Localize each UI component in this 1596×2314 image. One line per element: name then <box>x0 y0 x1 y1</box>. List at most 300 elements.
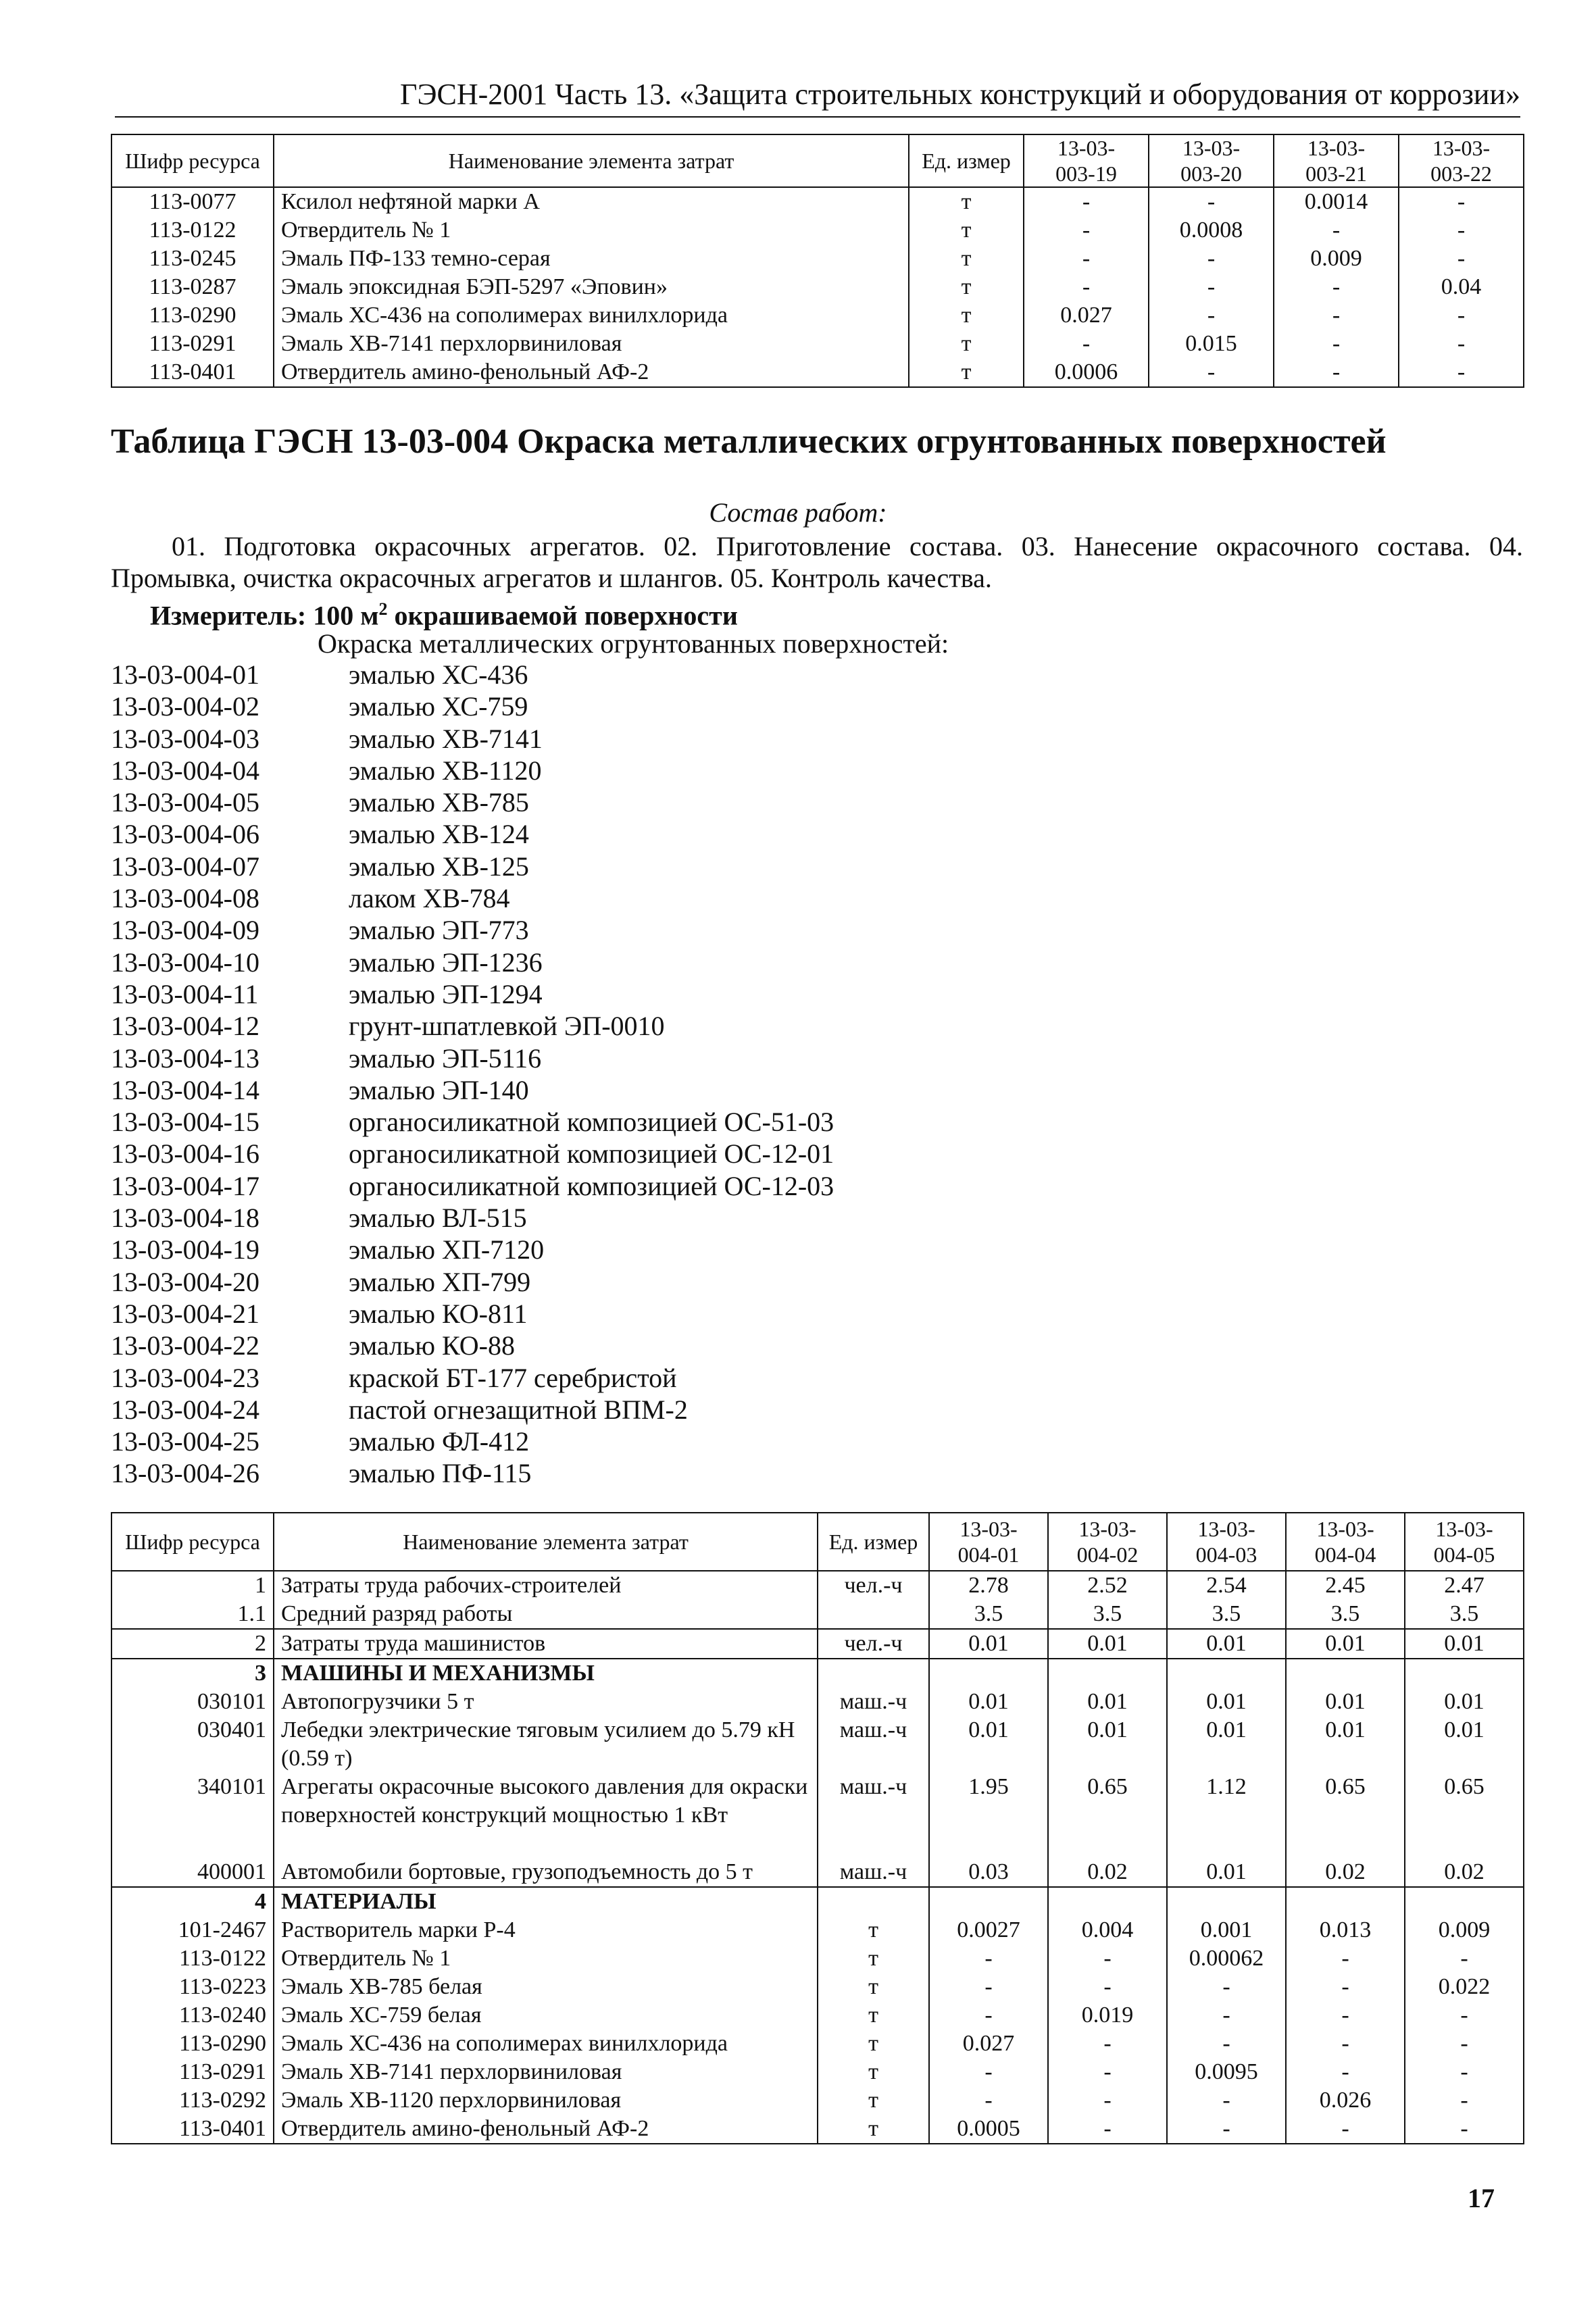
table-cell: 3.5 <box>1048 1600 1167 1629</box>
list-item <box>111 1298 1057 1330</box>
list-item <box>111 1266 1057 1298</box>
table-cell: маш.-ч <box>818 1773 929 1858</box>
table-cell: т <box>909 358 1024 387</box>
bottom-table-body <box>111 1571 1524 2144</box>
table-cell: т <box>909 330 1024 358</box>
list-item <box>111 1330 1057 1361</box>
table-cell <box>1286 1887 1405 1916</box>
table-cell: 0.01 <box>929 1629 1048 1659</box>
norm-code: 13-03-004-12 <box>111 1011 259 1042</box>
table-cell: - <box>1399 216 1524 245</box>
table-cell: 2.45 <box>1286 1571 1405 1600</box>
table-cell: 0.01 <box>1286 1716 1405 1773</box>
table-cell <box>1167 1887 1286 1916</box>
norm-code: 13-03-004-11 <box>111 978 259 1009</box>
table-cell: т <box>818 2030 929 2058</box>
table-cell: 0.009 <box>1274 245 1399 273</box>
resource-code: 1 <box>111 1571 274 1600</box>
table-cell: - <box>1048 1944 1167 1973</box>
resource-code: 2 <box>111 1629 274 1659</box>
list-item <box>111 978 1057 1010</box>
column-header: Шифр ресурса <box>111 1513 274 1571</box>
resource-code: 340101 <box>111 1773 274 1858</box>
norm-description: эмалью ПФ-115 <box>349 1458 532 1489</box>
resource-name: Эмаль ХС-436 на сополимерах винилхлорида <box>274 2030 818 2058</box>
table-cell: - <box>1024 187 1149 216</box>
resource-code: 030101 <box>111 1688 274 1716</box>
resource-code: 3 <box>111 1659 274 1688</box>
table-cell: - <box>1149 358 1274 387</box>
table-cell: 0.01 <box>1405 1629 1524 1659</box>
norm-description: эмалью ЭП-773 <box>349 915 529 946</box>
header-rule <box>115 116 1520 118</box>
resource-name: Отвердитель амино-фенольный АФ-2 <box>274 2115 818 2144</box>
table-cell: 0.01 <box>1405 1716 1524 1773</box>
table-cell: - <box>1274 273 1399 301</box>
table-cell: 2.54 <box>1167 1571 1286 1600</box>
resource-code: 1.1 <box>111 1600 274 1629</box>
table-cell: - <box>1167 2001 1286 2030</box>
table-cell: - <box>1405 2115 1524 2144</box>
resource-name: Лебедки электрические тяговым усилием до 5.79 кН (0.59 т) <box>274 1716 818 1773</box>
table-cell: 0.019 <box>1048 2001 1167 2030</box>
list-item <box>111 1074 1057 1106</box>
table-cell: - <box>1149 187 1274 216</box>
resource-name: Ксилол нефтяной марки А <box>274 187 909 216</box>
resource-name: Агрегаты окрасочные высокого давления для окраски поверхностей конструкций мощностью 1 кВт <box>274 1773 818 1858</box>
meter-rest: окрашиваемой поверхности <box>387 600 738 631</box>
table-cell: - <box>1149 245 1274 273</box>
page-number: 17 <box>1468 2183 1495 2213</box>
column-header: Ед. измер <box>818 1513 929 1571</box>
top-resource-table <box>111 134 1524 388</box>
table-cell: 0.01 <box>1286 1688 1405 1716</box>
table-cell: 0.04 <box>1399 273 1524 301</box>
list-item <box>111 914 1057 946</box>
table-cell: маш.-ч <box>818 1858 929 1887</box>
norm-description: эмалью КО-811 <box>349 1298 528 1329</box>
table-cell <box>1048 1659 1167 1688</box>
table-cell: 0.022 <box>1405 1973 1524 2001</box>
table-cell: 0.01 <box>1286 1629 1405 1659</box>
norm-description: эмалью ХВ-7141 <box>349 723 543 754</box>
norm-description: краской БТ-177 серебристой <box>349 1362 677 1393</box>
norm-code: 13-03-004-26 <box>111 1458 259 1489</box>
table-cell: 0.0008 <box>1149 216 1274 245</box>
table-cell: - <box>1274 358 1399 387</box>
table-row <box>111 1773 1524 1858</box>
resource-code: 113-0401 <box>111 358 274 387</box>
table-cell: - <box>1399 330 1524 358</box>
norm-description: лаком ХВ-784 <box>349 883 510 914</box>
table-cell: - <box>1149 273 1274 301</box>
table-cell: - <box>1286 1944 1405 1973</box>
table-cell <box>1405 1659 1524 1688</box>
column-header: 13-03- 004-01 <box>929 1513 1048 1571</box>
table-cell: т <box>909 216 1024 245</box>
norm-description: эмалью ЭП-140 <box>349 1074 529 1105</box>
list-item <box>111 1202 1057 1234</box>
list-item <box>111 1106 1057 1138</box>
table-row <box>111 1629 1524 1659</box>
norm-code: 13-03-004-02 <box>111 691 259 722</box>
table-cell: 3.5 <box>1167 1600 1286 1629</box>
table-cell: - <box>1167 2086 1286 2115</box>
table-cell: 2.52 <box>1048 1571 1167 1600</box>
table-cell: - <box>1048 2115 1167 2144</box>
table-cell: т <box>818 1944 929 1973</box>
table-cell: 0.01 <box>929 1688 1048 1716</box>
norm-description: эмалью ХП-799 <box>349 1266 531 1297</box>
table-cell: 0.02 <box>1286 1858 1405 1887</box>
meter-label: Измеритель: <box>150 600 307 631</box>
table-cell: 0.027 <box>1024 301 1149 330</box>
table-cell: - <box>1405 2086 1524 2115</box>
table-row <box>111 216 1524 245</box>
table-row <box>111 1659 1524 1688</box>
list-item <box>111 1426 1057 1457</box>
table-cell: - <box>1286 2001 1405 2030</box>
table-cell: - <box>1286 1973 1405 2001</box>
table-cell: 0.65 <box>1286 1773 1405 1858</box>
table-cell: 0.01 <box>1048 1629 1167 1659</box>
column-header: Ед. измер <box>909 134 1024 187</box>
resource-code: 400001 <box>111 1858 274 1887</box>
table-cell: 0.027 <box>929 2030 1048 2058</box>
resource-name: Отвердитель амино-фенольный АФ-2 <box>274 358 909 387</box>
table-row <box>111 2001 1524 2030</box>
norm-code: 13-03-004-10 <box>111 947 259 978</box>
list-item <box>111 1394 1057 1426</box>
norm-code: 13-03-004-18 <box>111 1203 259 1234</box>
table-cell: - <box>1167 2030 1286 2058</box>
table-cell <box>1405 1887 1524 1916</box>
table-cell: 0.01 <box>1167 1629 1286 1659</box>
list-item <box>111 723 1057 755</box>
norm-description: эмалью ХП-7120 <box>349 1234 545 1265</box>
table-row <box>111 245 1524 273</box>
table-cell: 0.65 <box>1048 1773 1167 1858</box>
list-item <box>111 1457 1057 1489</box>
table-cell: - <box>929 1944 1048 1973</box>
resource-code: 113-0290 <box>111 2030 274 2058</box>
table-cell: - <box>1399 187 1524 216</box>
resource-code: 113-0291 <box>111 330 274 358</box>
table-cell: 0.01 <box>1405 1688 1524 1716</box>
resource-code: 113-0223 <box>111 1973 274 2001</box>
norm-code: 13-03-004-03 <box>111 723 259 754</box>
norm-description: эмалью ХС-759 <box>349 691 528 722</box>
table-cell: т <box>909 301 1024 330</box>
resource-code: 101-2467 <box>111 1916 274 1944</box>
norm-description: эмалью ХС-436 <box>349 659 528 690</box>
column-header: 13-03- 003-22 <box>1399 134 1524 187</box>
resource-name: Отвердитель № 1 <box>274 216 909 245</box>
table-cell: 3.5 <box>1405 1600 1524 1629</box>
table-cell: 0.0014 <box>1274 187 1399 216</box>
norm-code: 13-03-004-07 <box>111 851 259 882</box>
resource-name: Отвердитель № 1 <box>274 1944 818 1973</box>
norm-code: 13-03-004-16 <box>111 1138 259 1169</box>
list-item <box>111 755 1057 786</box>
table-row <box>111 2058 1524 2086</box>
table-row <box>111 2115 1524 2144</box>
norm-code: 13-03-004-21 <box>111 1298 259 1329</box>
table-cell: - <box>1048 2086 1167 2115</box>
list-item <box>111 1010 1057 1042</box>
table-cell: - <box>1405 2030 1524 2058</box>
resource-code: 113-0291 <box>111 2058 274 2086</box>
table-cell: - <box>1274 330 1399 358</box>
table-cell: чел.-ч <box>818 1629 929 1659</box>
table-cell: - <box>1024 216 1149 245</box>
table-cell: - <box>929 2086 1048 2115</box>
table-cell: - <box>1286 2115 1405 2144</box>
table-cell: 0.01 <box>1048 1716 1167 1773</box>
column-header: 13-03- 003-19 <box>1024 134 1149 187</box>
norm-code: 13-03-004-01 <box>111 659 259 690</box>
resource-code: 113-0287 <box>111 273 274 301</box>
resource-name: Эмаль ХС-436 на сополимерах винилхлорида <box>274 301 909 330</box>
table-row <box>111 1688 1524 1716</box>
table-cell: т <box>818 2086 929 2115</box>
table-cell: 0.0027 <box>929 1916 1048 1944</box>
table-cell: 0.01 <box>929 1716 1048 1773</box>
resource-code: 113-0122 <box>111 1944 274 1973</box>
norm-description: пастой огнезащитной ВПМ-2 <box>349 1394 688 1425</box>
resource-name: Затраты труда машинистов <box>274 1629 818 1659</box>
resource-code: 4 <box>111 1887 274 1916</box>
table-cell: 0.65 <box>1405 1773 1524 1858</box>
norm-code: 13-03-004-09 <box>111 915 259 946</box>
table-row <box>111 1944 1524 1973</box>
table-cell: - <box>1286 2058 1405 2086</box>
table-cell <box>818 1887 929 1916</box>
table-cell: т <box>818 1916 929 1944</box>
table-cell: 0.004 <box>1048 1916 1167 1944</box>
norm-code: 13-03-004-14 <box>111 1074 259 1105</box>
table-cell: 0.01 <box>1167 1716 1286 1773</box>
table-cell: 0.0005 <box>929 2115 1048 2144</box>
resource-name: Эмаль ХВ-1120 перхлорвиниловая <box>274 2086 818 2115</box>
table-cell: 0.01 <box>1167 1858 1286 1887</box>
norm-description: грунт-шпатлевкой ЭП-0010 <box>349 1011 665 1042</box>
table-cell: т <box>818 2115 929 2144</box>
table-cell: - <box>1167 1973 1286 2001</box>
resource-code: 113-0245 <box>111 245 274 273</box>
meter-unit-exponent: 2 <box>378 599 388 619</box>
resource-name: Средний разряд работы <box>274 1600 818 1629</box>
table-cell: т <box>818 2058 929 2086</box>
table-cell <box>818 1659 929 1688</box>
table-cell: 2.47 <box>1405 1571 1524 1600</box>
table-cell: - <box>1399 358 1524 387</box>
column-header: 13-03- 003-20 <box>1149 134 1274 187</box>
table-cell: - <box>1405 2001 1524 2030</box>
norm-description: эмалью ЭП-5116 <box>349 1042 542 1074</box>
table-cell: - <box>929 2058 1048 2086</box>
table-cell: - <box>1405 2058 1524 2086</box>
table-row <box>111 1858 1524 1887</box>
table-cell: 0.0006 <box>1024 358 1149 387</box>
table-row <box>111 1600 1524 1629</box>
resource-name: Автопогрузчики 5 т <box>274 1688 818 1716</box>
norm-description: эмалью ХВ-1120 <box>349 755 542 786</box>
table-cell: т <box>909 245 1024 273</box>
composition-text: 01. Подготовка окрасочных агрегатов. 02. Приготовление состава. 03. Нанесение окрасочного состава. 04. Промывка, очистка окрасочных агрегатов и шлангов. 05. Контроль качества. <box>111 531 1523 593</box>
table-cell: 0.0095 <box>1167 2058 1286 2086</box>
resource-name: Автомобили бортовые, грузоподъемность до 5 т <box>274 1858 818 1887</box>
table-cell: - <box>1167 2115 1286 2144</box>
table-cell <box>1167 1659 1286 1688</box>
table-cell: маш.-ч <box>818 1716 929 1773</box>
table-cell: 0.02 <box>1405 1858 1524 1887</box>
norm-code: 13-03-004-06 <box>111 819 259 850</box>
table-cell: 0.03 <box>929 1858 1048 1887</box>
table-cell: 0.001 <box>1167 1916 1286 1944</box>
meter-line <box>150 593 738 632</box>
resource-name: МАШИНЫ И МЕХАНИЗМЫ <box>274 1659 818 1688</box>
norm-description: органосиликатной композицией ОС-12-03 <box>349 1170 834 1201</box>
column-header: 13-03- 004-05 <box>1405 1513 1524 1571</box>
table-cell: т <box>909 273 1024 301</box>
norm-description: органосиликатной композицией ОС-12-01 <box>349 1138 834 1169</box>
table-row <box>111 1716 1524 1773</box>
norm-code: 13-03-004-19 <box>111 1234 259 1265</box>
norm-code: 13-03-004-23 <box>111 1362 259 1393</box>
table-cell: - <box>1024 330 1149 358</box>
resource-name: Эмаль ХВ-7141 перхлорвиниловая <box>274 2058 818 2086</box>
list-item <box>111 1234 1057 1265</box>
section-title: Таблица ГЭСН 13-03-004 Окраска металлических огрунтованных поверхностей <box>111 422 1387 461</box>
resource-code: 113-0077 <box>111 187 274 216</box>
norm-description: эмалью ЭП-1236 <box>349 947 543 978</box>
composition-heading: Состав работ: <box>709 497 887 528</box>
resource-code: 113-0122 <box>111 216 274 245</box>
table-cell: 0.009 <box>1405 1916 1524 1944</box>
norm-code: 13-03-004-13 <box>111 1042 259 1074</box>
column-header: 13-03- 003-21 <box>1274 134 1399 187</box>
norm-description: эмалью ХВ-785 <box>349 787 529 818</box>
top-table-header-row <box>111 134 1524 187</box>
table-row <box>111 1916 1524 1944</box>
norm-description: эмалью КО-88 <box>349 1330 515 1361</box>
table-cell: 3.5 <box>1286 1600 1405 1629</box>
table-cell: - <box>1399 245 1524 273</box>
table-cell: - <box>1274 301 1399 330</box>
bottom-table-header-row <box>111 1513 1524 1571</box>
table-row <box>111 1973 1524 2001</box>
bottom-resource-table <box>111 1512 1524 2144</box>
table-cell: чел.-ч <box>818 1571 929 1600</box>
norm-description: эмалью ФЛ-412 <box>349 1426 530 1457</box>
norm-code: 13-03-004-20 <box>111 1266 259 1297</box>
resource-code: 113-0290 <box>111 301 274 330</box>
table-row <box>111 301 1524 330</box>
table-row <box>111 2030 1524 2058</box>
list-item <box>111 1170 1057 1202</box>
table-row <box>111 1887 1524 1916</box>
list-item <box>111 818 1057 850</box>
table-cell: - <box>1274 216 1399 245</box>
table-cell: - <box>1405 1944 1524 1973</box>
top-table-body <box>111 187 1524 387</box>
table-cell: 2.78 <box>929 1571 1048 1600</box>
norm-description: эмалью ВЛ-515 <box>349 1203 527 1234</box>
column-header: Наименование элемента затрат <box>274 1513 818 1571</box>
table-cell: - <box>1048 2058 1167 2086</box>
table-cell <box>818 1600 929 1629</box>
resource-name: Эмаль ХВ-785 белая <box>274 1973 818 2001</box>
list-item <box>111 659 1057 690</box>
table-row <box>111 273 1524 301</box>
column-header: 13-03- 004-04 <box>1286 1513 1405 1571</box>
table-cell: - <box>1048 2030 1167 2058</box>
table-cell: - <box>1286 2030 1405 2058</box>
norm-description: эмалью ХВ-124 <box>349 819 529 850</box>
table-cell: т <box>909 187 1024 216</box>
norm-description: органосиликатной композицией ОС-51-03 <box>349 1107 834 1138</box>
table-cell: 3.5 <box>929 1600 1048 1629</box>
table-cell: - <box>1024 273 1149 301</box>
table-cell: 0.01 <box>1048 1688 1167 1716</box>
resource-code: 113-0240 <box>111 2001 274 2030</box>
table-row <box>111 330 1524 358</box>
norm-code: 13-03-004-17 <box>111 1170 259 1201</box>
table-cell: - <box>1024 245 1149 273</box>
list-item <box>111 1042 1057 1074</box>
column-header: 13-03- 004-03 <box>1167 1513 1286 1571</box>
resource-name: Эмаль ХС-759 белая <box>274 2001 818 2030</box>
table-cell: т <box>818 2001 929 2030</box>
resource-name: Растворитель марки Р-4 <box>274 1916 818 1944</box>
table-cell: 0.01 <box>1167 1688 1286 1716</box>
list-item <box>111 1138 1057 1169</box>
column-header: Шифр ресурса <box>111 134 274 187</box>
list-item <box>111 947 1057 978</box>
meter-value: 100 м <box>313 600 379 631</box>
list-item <box>111 851 1057 882</box>
resource-code: 113-0292 <box>111 2086 274 2115</box>
page-header: ГЭСН-2001 Часть 13. «Защита строительных конструкций и оборудования от коррозии» <box>400 78 1520 111</box>
table-cell <box>929 1887 1048 1916</box>
table-cell: 0.02 <box>1048 1858 1167 1887</box>
column-header: Наименование элемента затрат <box>274 134 909 187</box>
norm-code: 13-03-004-04 <box>111 755 259 786</box>
resource-name: Эмаль эпоксидная БЭП-5297 «Эповин» <box>274 273 909 301</box>
list-item <box>111 786 1057 818</box>
norm-code: 13-03-004-25 <box>111 1426 259 1457</box>
norm-code: 13-03-004-24 <box>111 1394 259 1425</box>
table-cell: 0.015 <box>1149 330 1274 358</box>
resource-name: МАТЕРИАЛЫ <box>274 1887 818 1916</box>
resource-code: 030401 <box>111 1716 274 1773</box>
code-list <box>111 659 1057 1490</box>
norm-code: 13-03-004-22 <box>111 1330 259 1361</box>
norm-description: эмалью ЭП-1294 <box>349 978 543 1009</box>
codes-intro: Окраска металлических огрунтованных поверхностей: <box>318 628 949 659</box>
table-cell: - <box>929 1973 1048 2001</box>
norm-description: эмалью ХВ-125 <box>349 851 529 882</box>
table-row <box>111 358 1524 387</box>
table-row <box>111 187 1524 216</box>
table-cell: - <box>1048 1973 1167 2001</box>
table-cell <box>929 1659 1048 1688</box>
table-cell: 0.00062 <box>1167 1944 1286 1973</box>
table-cell: - <box>1399 301 1524 330</box>
resource-name: Затраты труда рабочих-строителей <box>274 1571 818 1600</box>
table-row <box>111 1571 1524 1600</box>
